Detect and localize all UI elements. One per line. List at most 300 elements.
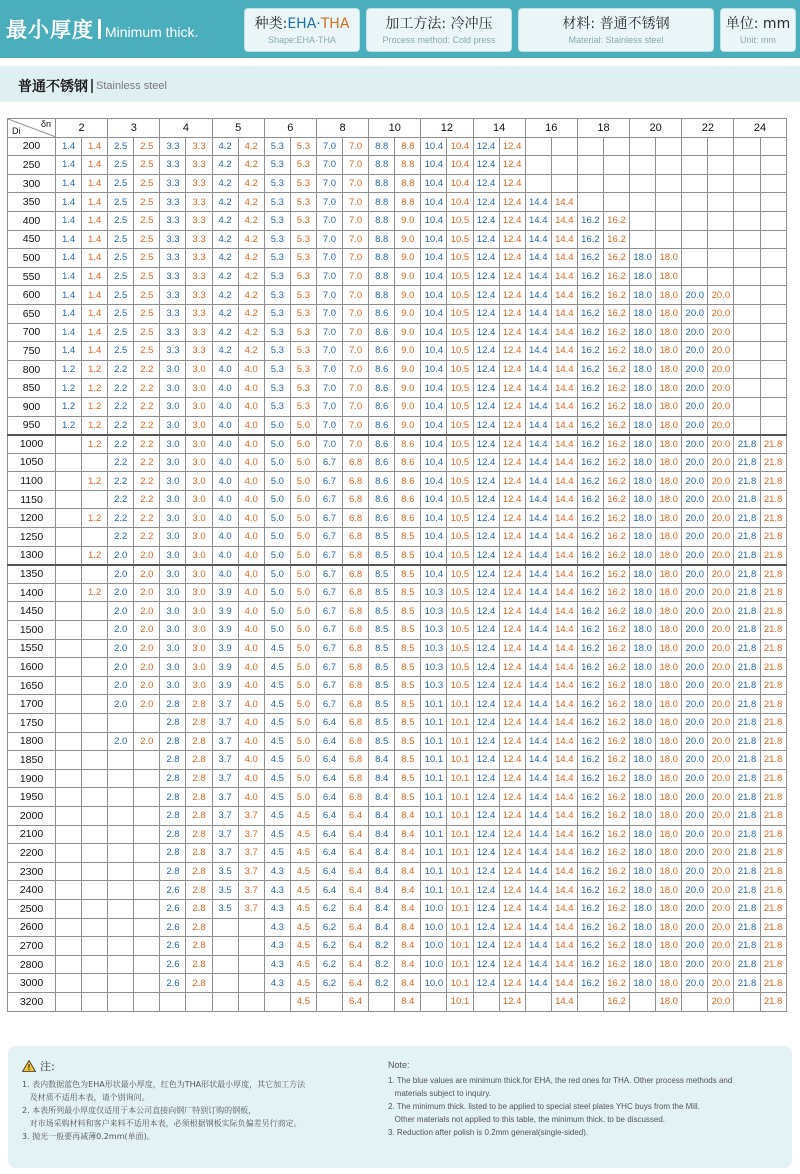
eha-value-cell: 21.8 xyxy=(734,583,760,602)
eha-value-cell: 3.0 xyxy=(160,583,186,602)
eha-value-cell: 6.2 xyxy=(316,955,342,974)
eha-value-cell: 8.4 xyxy=(369,918,395,937)
tha-value-cell: 6.8 xyxy=(343,602,369,621)
tha-value-cell: 21.8 xyxy=(760,955,786,974)
eha-value-cell: 12.4 xyxy=(473,435,499,454)
eha-value-cell: 18.0 xyxy=(630,602,656,621)
eha-value-cell xyxy=(56,899,82,918)
tha-value-cell xyxy=(82,899,108,918)
tha-value-cell: 10.1 xyxy=(447,992,473,1011)
tha-value-cell: 18.0 xyxy=(656,695,682,714)
eha-value-cell: 16.2 xyxy=(577,360,603,379)
tha-value-cell xyxy=(238,974,264,993)
tha-value-cell xyxy=(82,732,108,751)
tha-value-cell: 20.0 xyxy=(708,937,734,956)
eha-value-cell xyxy=(630,230,656,249)
di-cell: 400 xyxy=(8,211,56,230)
tha-value-cell: 3.3 xyxy=(186,304,212,323)
tha-value-cell: 10.5 xyxy=(447,676,473,695)
eha-value-cell xyxy=(56,788,82,807)
tha-value-cell xyxy=(134,918,160,937)
process-en: Process method: Cold press xyxy=(382,35,496,45)
tha-value-cell: 5.3 xyxy=(290,342,316,361)
tha-value-cell xyxy=(708,249,734,268)
eha-value-cell: 12.4 xyxy=(473,676,499,695)
tha-value-cell: 6.8 xyxy=(343,732,369,751)
tha-value-cell: 2.2 xyxy=(134,528,160,547)
tha-value-cell: 5.3 xyxy=(290,360,316,379)
tha-value-cell: 10.5 xyxy=(447,658,473,677)
eha-value-cell: 3.0 xyxy=(160,453,186,472)
eha-value-cell: 2.6 xyxy=(160,881,186,900)
tha-value-cell: 6.8 xyxy=(343,695,369,714)
tha-value-cell: 20.0 xyxy=(708,992,734,1011)
di-cell: 1950 xyxy=(8,788,56,807)
tha-value-cell: 3.3 xyxy=(186,193,212,212)
tha-value-cell: 3.3 xyxy=(186,156,212,175)
eha-value-cell: 21.8 xyxy=(734,714,760,733)
eha-value-cell xyxy=(734,416,760,435)
tha-value-cell: 4.0 xyxy=(238,751,264,770)
table-row xyxy=(8,769,787,788)
tha-value-cell: 6.8 xyxy=(343,472,369,491)
tha-value-cell: 18.0 xyxy=(656,304,682,323)
tha-value-cell: 5.3 xyxy=(290,397,316,416)
tha-value-cell: 4.0 xyxy=(238,788,264,807)
eha-value-cell: 20.0 xyxy=(682,509,708,528)
eha-value-cell: 3.9 xyxy=(212,658,238,677)
eha-value-cell: 12.4 xyxy=(473,174,499,193)
eha-value-cell: 6.7 xyxy=(316,528,342,547)
eha-value-cell: 6.4 xyxy=(316,751,342,770)
tha-value-cell xyxy=(708,230,734,249)
tha-value-cell xyxy=(134,955,160,974)
tha-value-cell xyxy=(708,174,734,193)
eha-value-cell xyxy=(734,286,760,305)
eha-value-cell xyxy=(212,974,238,993)
tha-value-cell: 14.4 xyxy=(551,230,577,249)
tha-value-cell: 8.4 xyxy=(395,992,421,1011)
eha-value-cell: 1.4 xyxy=(56,137,82,156)
tha-value-cell: 12.4 xyxy=(499,286,525,305)
tha-value-cell: 10.1 xyxy=(447,714,473,733)
tha-value-cell xyxy=(82,992,108,1011)
note-zh-line: 及材质不适用本表，请个别询问。 xyxy=(22,1093,150,1102)
eha-value-cell: 16.2 xyxy=(577,806,603,825)
tha-value-cell: 1.4 xyxy=(82,137,108,156)
column-header: 6 xyxy=(264,119,316,138)
eha-value-cell: 12.4 xyxy=(473,546,499,565)
eha-value-cell xyxy=(734,193,760,212)
tha-value-cell: 3.0 xyxy=(186,360,212,379)
tha-value-cell xyxy=(760,193,786,212)
tha-value-cell: 10.1 xyxy=(447,732,473,751)
tha-value-cell: 20.0 xyxy=(708,788,734,807)
eha-value-cell: 3.9 xyxy=(212,602,238,621)
thickness-table xyxy=(7,118,787,1012)
tha-value-cell: 2.2 xyxy=(134,360,160,379)
di-cell: 2400 xyxy=(8,881,56,900)
eha-value-cell: 2.6 xyxy=(160,974,186,993)
tha-value-cell: 18.0 xyxy=(656,937,682,956)
tha-value-cell: 4.2 xyxy=(238,211,264,230)
tha-value-cell: 12.4 xyxy=(499,490,525,509)
tha-value-cell: 2.8 xyxy=(186,695,212,714)
eha-value-cell: 14.4 xyxy=(525,435,551,454)
section-band xyxy=(0,66,800,102)
eha-value-cell: 3.0 xyxy=(160,435,186,454)
eha-value-cell: 10.4 xyxy=(421,323,447,342)
eha-value-cell: 2.2 xyxy=(108,435,134,454)
eha-value-cell: 8.5 xyxy=(369,714,395,733)
eha-value-cell: 3.3 xyxy=(160,156,186,175)
tha-value-cell: 6.4 xyxy=(343,862,369,881)
tha-value-cell: 18.0 xyxy=(656,379,682,398)
tha-value-cell: 8.8 xyxy=(395,137,421,156)
eha-value-cell xyxy=(108,992,134,1011)
eha-value-cell: 16.2 xyxy=(577,211,603,230)
eha-value-cell: 4.5 xyxy=(264,825,290,844)
tha-value-cell: 14.4 xyxy=(551,267,577,286)
tha-value-cell xyxy=(603,156,629,175)
tha-value-cell: 20.0 xyxy=(708,695,734,714)
di-cell: 2700 xyxy=(8,937,56,956)
tha-value-cell: 16.2 xyxy=(603,881,629,900)
eha-value-cell: 16.2 xyxy=(577,323,603,342)
tha-value-cell: 1.4 xyxy=(82,304,108,323)
tha-value-cell: 18.0 xyxy=(656,416,682,435)
eha-value-cell: 7.0 xyxy=(316,211,342,230)
table-row xyxy=(8,342,787,361)
tha-value-cell: 12.4 xyxy=(499,416,525,435)
tha-value-cell: 6.8 xyxy=(343,528,369,547)
tha-value-cell: 5.3 xyxy=(290,193,316,212)
di-cell: 3000 xyxy=(8,974,56,993)
eha-value-cell: 8.8 xyxy=(369,249,395,268)
eha-value-cell: 10.4 xyxy=(421,435,447,454)
eha-value-cell: 4.5 xyxy=(264,844,290,863)
eha-value-cell: 20.0 xyxy=(682,751,708,770)
tha-value-cell: 3.3 xyxy=(186,211,212,230)
eha-value-cell: 12.4 xyxy=(473,490,499,509)
tha-value-cell: 10.5 xyxy=(447,621,473,640)
eha-value-cell xyxy=(734,211,760,230)
tha-value-cell: 21.8 xyxy=(760,974,786,993)
eha-value-cell: 14.4 xyxy=(525,918,551,937)
eha-value-cell: 12.4 xyxy=(473,286,499,305)
eha-value-cell xyxy=(577,156,603,175)
eha-value-cell: 21.8 xyxy=(734,546,760,565)
tha-value-cell: 20.0 xyxy=(708,416,734,435)
tha-value-cell: 12.4 xyxy=(499,583,525,602)
tha-value-cell: 16.2 xyxy=(603,453,629,472)
tha-value-cell: 4.2 xyxy=(238,342,264,361)
eha-value-cell: 6.4 xyxy=(316,862,342,881)
shape-dot: · xyxy=(316,16,321,32)
tha-value-cell: 8.4 xyxy=(395,862,421,881)
tha-value-cell: 5.3 xyxy=(290,286,316,305)
tha-value-cell xyxy=(134,937,160,956)
tha-value-cell: 10.5 xyxy=(447,472,473,491)
tha-value-cell: 12.4 xyxy=(499,379,525,398)
eha-value-cell: 18.0 xyxy=(630,472,656,491)
eha-value-cell: 20.0 xyxy=(682,602,708,621)
eha-value-cell: 8.8 xyxy=(369,230,395,249)
eha-value-cell: 12.4 xyxy=(473,918,499,937)
tha-value-cell: 21.8 xyxy=(760,435,786,454)
eha-value-cell: 3.9 xyxy=(212,639,238,658)
eha-value-cell xyxy=(473,992,499,1011)
eha-value-cell xyxy=(108,862,134,881)
eha-value-cell: 14.4 xyxy=(525,304,551,323)
di-cell: 1500 xyxy=(8,621,56,640)
tha-value-cell xyxy=(82,844,108,863)
eha-value-cell: 20.0 xyxy=(682,676,708,695)
column-header: 20 xyxy=(630,119,682,138)
eha-value-cell: 3.3 xyxy=(160,267,186,286)
eha-value-cell: 6.7 xyxy=(316,453,342,472)
tha-value-cell: 16.2 xyxy=(603,435,629,454)
tha-value-cell: 21.8 xyxy=(760,788,786,807)
tha-value-cell: 18.0 xyxy=(656,881,682,900)
tha-value-cell: 12.4 xyxy=(499,360,525,379)
eha-value-cell: 5.3 xyxy=(264,342,290,361)
tha-value-cell: 12.4 xyxy=(499,156,525,175)
tha-value-cell: 1.4 xyxy=(82,193,108,212)
tha-value-cell: 10.1 xyxy=(447,788,473,807)
eha-value-cell xyxy=(630,193,656,212)
material-en: Material: Stainless steel xyxy=(568,35,664,45)
di-cell: 850 xyxy=(8,379,56,398)
tha-value-cell: 14.4 xyxy=(551,955,577,974)
eha-value-cell: 4.3 xyxy=(264,899,290,918)
tha-value-cell: 1.4 xyxy=(82,174,108,193)
eha-value-cell: 8.6 xyxy=(369,379,395,398)
eha-value-cell xyxy=(108,751,134,770)
table-row xyxy=(8,825,787,844)
table-row xyxy=(8,490,787,509)
tha-value-cell: 16.2 xyxy=(603,565,629,584)
table-row xyxy=(8,397,787,416)
eha-value-cell: 2.0 xyxy=(108,602,134,621)
eha-value-cell xyxy=(56,732,82,751)
eha-value-cell: 3.3 xyxy=(160,174,186,193)
eha-value-cell xyxy=(56,844,82,863)
eha-value-cell xyxy=(56,769,82,788)
eha-value-cell: 4.3 xyxy=(264,955,290,974)
tha-value-cell: 6.8 xyxy=(343,546,369,565)
tha-value-cell: 10.5 xyxy=(447,249,473,268)
tha-value-cell: 21.8 xyxy=(760,509,786,528)
eha-value-cell: 5.3 xyxy=(264,211,290,230)
tha-value-cell: 1.2 xyxy=(82,472,108,491)
eha-value-cell: 3.9 xyxy=(212,621,238,640)
note-en-line: materials subject to inquiry. xyxy=(388,1089,492,1098)
eha-value-cell xyxy=(56,862,82,881)
eha-value-cell: 20.0 xyxy=(682,546,708,565)
eha-value-cell: 14.4 xyxy=(525,193,551,212)
tha-value-cell: 7.0 xyxy=(343,174,369,193)
eha-value-cell: 4.2 xyxy=(212,156,238,175)
eha-value-cell: 8.5 xyxy=(369,732,395,751)
eha-value-cell: 4.2 xyxy=(212,342,238,361)
eha-value-cell xyxy=(108,881,134,900)
tha-value-cell: 3.3 xyxy=(186,174,212,193)
eha-value-cell xyxy=(734,249,760,268)
eha-value-cell: 12.4 xyxy=(473,342,499,361)
eha-value-cell: 6.2 xyxy=(316,974,342,993)
eha-value-cell: 10.3 xyxy=(421,658,447,677)
tha-value-cell: 10.5 xyxy=(447,286,473,305)
eha-value-cell: 21.8 xyxy=(734,844,760,863)
eha-value-cell: 12.4 xyxy=(473,211,499,230)
eha-value-cell: 12.4 xyxy=(473,379,499,398)
eha-value-cell xyxy=(56,583,82,602)
tha-value-cell: 5.3 xyxy=(290,304,316,323)
eha-value-cell: 2.5 xyxy=(108,156,134,175)
eha-value-cell: 18.0 xyxy=(630,342,656,361)
tha-value-cell: 5.3 xyxy=(290,174,316,193)
eha-value-cell: 6.7 xyxy=(316,490,342,509)
eha-value-cell xyxy=(56,714,82,733)
eha-value-cell: 7.0 xyxy=(316,174,342,193)
eha-value-cell: 16.2 xyxy=(577,379,603,398)
eha-value-cell: 21.8 xyxy=(734,918,760,937)
tha-value-cell: 3.7 xyxy=(238,825,264,844)
eha-value-cell xyxy=(630,211,656,230)
tha-value-cell: 2.5 xyxy=(134,174,160,193)
tha-value-cell: 12.4 xyxy=(499,621,525,640)
tha-value-cell: 21.8 xyxy=(760,658,786,677)
tha-value-cell: 2.8 xyxy=(186,918,212,937)
eha-value-cell: 18.0 xyxy=(630,249,656,268)
eha-value-cell: 10.4 xyxy=(421,249,447,268)
di-cell: 300 xyxy=(8,174,56,193)
tha-value-cell: 6.4 xyxy=(343,992,369,1011)
tha-value-cell: 3.3 xyxy=(186,286,212,305)
tha-value-cell: 20.0 xyxy=(708,639,734,658)
tha-value-cell: 2.8 xyxy=(186,937,212,956)
table-row xyxy=(8,453,787,472)
tha-value-cell: 7.0 xyxy=(343,267,369,286)
eha-value-cell: 18.0 xyxy=(630,546,656,565)
tha-value-cell: 4.0 xyxy=(238,769,264,788)
eha-value-cell: 16.2 xyxy=(577,881,603,900)
eha-value-cell: 18.0 xyxy=(630,714,656,733)
eha-value-cell: 16.2 xyxy=(577,844,603,863)
tha-value-cell xyxy=(760,416,786,435)
eha-value-cell: 4.0 xyxy=(212,472,238,491)
table-row xyxy=(8,844,787,863)
tha-value-cell: 16.2 xyxy=(603,490,629,509)
tha-value-cell: 5.3 xyxy=(290,323,316,342)
eha-value-cell: 4.0 xyxy=(212,435,238,454)
eha-value-cell xyxy=(56,472,82,491)
table-row xyxy=(8,249,787,268)
eha-value-cell: 6.4 xyxy=(316,825,342,844)
eha-value-cell: 4.0 xyxy=(212,379,238,398)
column-header: 10 xyxy=(369,119,421,138)
tha-value-cell: 12.4 xyxy=(499,806,525,825)
tha-value-cell: 20.0 xyxy=(708,974,734,993)
tha-value-cell: 4.0 xyxy=(238,360,264,379)
eha-value-cell xyxy=(56,974,82,993)
tha-value-cell: 5.0 xyxy=(290,453,316,472)
eha-value-cell xyxy=(682,230,708,249)
di-cell: 1650 xyxy=(8,676,56,695)
eha-value-cell: 10.4 xyxy=(421,230,447,249)
table-row xyxy=(8,658,787,677)
tha-value-cell: 8.4 xyxy=(395,974,421,993)
eha-value-cell: 18.0 xyxy=(630,881,656,900)
eha-value-cell: 2.5 xyxy=(108,267,134,286)
tha-value-cell: 5.0 xyxy=(290,528,316,547)
eha-value-cell: 12.4 xyxy=(473,156,499,175)
eha-value-cell: 8.8 xyxy=(369,211,395,230)
di-cell: 1300 xyxy=(8,546,56,565)
tha-value-cell: 8.5 xyxy=(395,602,421,621)
eha-value-cell: 8.4 xyxy=(369,769,395,788)
eha-value-cell: 3.0 xyxy=(160,490,186,509)
eha-value-cell: 14.4 xyxy=(525,639,551,658)
eha-value-cell xyxy=(630,156,656,175)
tha-value-cell: 14.4 xyxy=(551,769,577,788)
eha-value-cell: 18.0 xyxy=(630,844,656,863)
tha-value-cell: 4.2 xyxy=(238,137,264,156)
eha-value-cell: 18.0 xyxy=(630,806,656,825)
table-row xyxy=(8,751,787,770)
tha-value-cell: 3.0 xyxy=(186,658,212,677)
eha-value-cell xyxy=(56,881,82,900)
eha-value-cell xyxy=(525,992,551,1011)
eha-value-cell: 10.4 xyxy=(421,156,447,175)
tha-value-cell: 21.8 xyxy=(760,769,786,788)
tha-value-cell: 14.4 xyxy=(551,676,577,695)
unit-en: Unit: mm xyxy=(740,35,776,45)
tha-value-cell: 3.0 xyxy=(186,397,212,416)
eha-value-cell xyxy=(56,602,82,621)
eha-value-cell: 3.3 xyxy=(160,193,186,212)
note-zh-line: 1. 表内数据蓝色为EHA形状最小厚度，红色为THA形状最小厚度，其它加工方法 xyxy=(22,1080,306,1089)
tha-value-cell: 20.0 xyxy=(708,732,734,751)
eha-value-cell: 16.2 xyxy=(577,732,603,751)
eha-value-cell: 16.2 xyxy=(577,899,603,918)
header-bar xyxy=(0,0,800,58)
di-cell: 2000 xyxy=(8,806,56,825)
eha-value-cell: 20.0 xyxy=(682,342,708,361)
eha-value-cell: 1.4 xyxy=(56,193,82,212)
tha-value-cell: 4.5 xyxy=(290,955,316,974)
tha-value-cell: 4.0 xyxy=(238,528,264,547)
tha-value-cell xyxy=(82,751,108,770)
tha-value-cell xyxy=(82,937,108,956)
eha-value-cell: 6.7 xyxy=(316,565,342,584)
tha-value-cell: 18.0 xyxy=(656,360,682,379)
tha-value-cell: 10.5 xyxy=(447,416,473,435)
eha-value-cell: 3.3 xyxy=(160,323,186,342)
eha-value-cell: 8.5 xyxy=(369,639,395,658)
tha-value-cell: 16.2 xyxy=(603,323,629,342)
tha-value-cell: 14.4 xyxy=(551,695,577,714)
tha-value-cell: 3.0 xyxy=(186,379,212,398)
eha-value-cell: 21.8 xyxy=(734,732,760,751)
eha-value-cell: 21.8 xyxy=(734,676,760,695)
tha-value-cell: 20.0 xyxy=(708,435,734,454)
tha-value-cell: 7.0 xyxy=(343,397,369,416)
tha-value-cell: 16.2 xyxy=(603,360,629,379)
tha-value-cell: 7.0 xyxy=(343,156,369,175)
tha-value-cell: 16.2 xyxy=(603,249,629,268)
